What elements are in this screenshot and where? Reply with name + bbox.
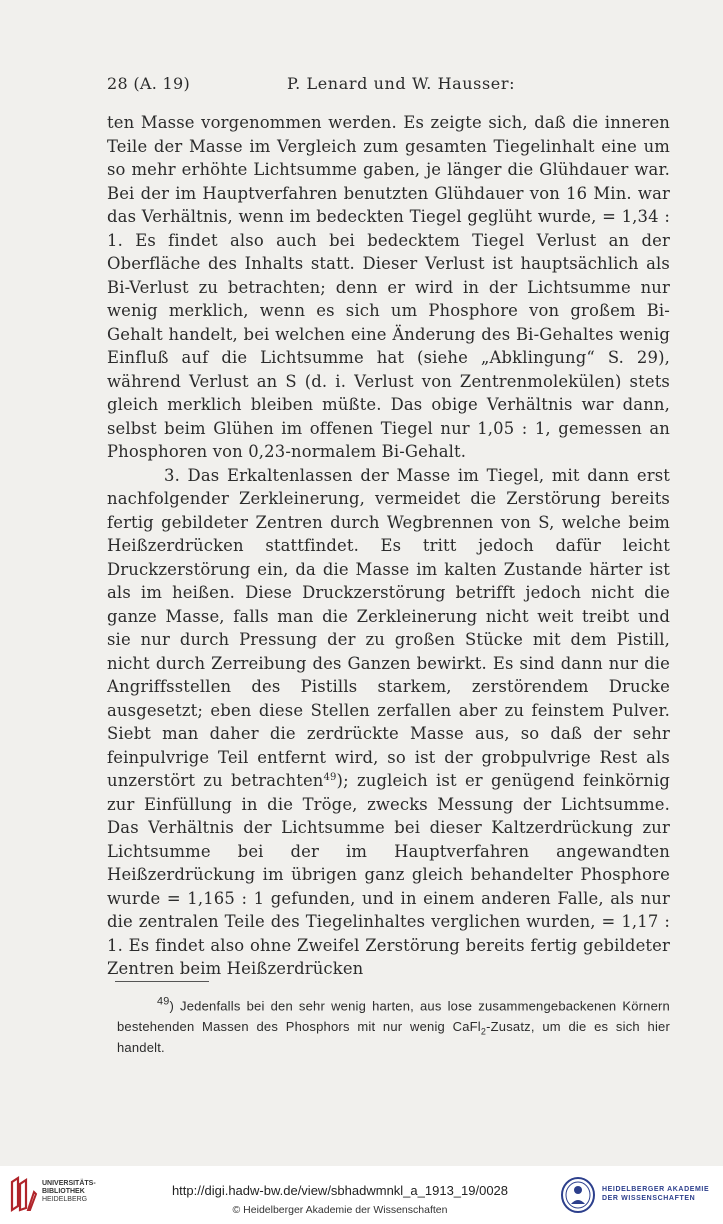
body-text <box>107 111 670 981</box>
university-library-logo-icon <box>8 1174 40 1214</box>
permalink[interactable]: http://digi.hadw-bw.de/view/sbhadwmnkl_a_1913_19/0028 <box>171 1183 509 1198</box>
header-authors: P. Lenard und W. Hausser: <box>287 74 516 93</box>
paragraph-3-text-continued: ); zugleich ist er genügend feinkörnig zur Einfüllung in die Tröge, zwecks Messung der Lichtsumme. Das Verhältnis der Lichtsumme bei dieser Kaltzerdrückung zur Lichtsumme bei der im Hauptverfahren angewandten Heißzerdrückung im übrigen ganz gleich behandelter Phosphore wurde = 1,165 : 1 gefunden, und in einem anderen Falle, als nur die zentralen Teile des Tiegelinhaltes verglichen wurden, = 1,17 : 1. Es findet also ohne Zweifel Zerstörung bereits fertig gebildeter Zentren beim Heißzerdrücken <box>107 771 670 978</box>
academy-seal-icon <box>560 1176 596 1214</box>
copyright-notice: © Heidelberger Akademie der Wissenschaften <box>232 1204 448 1216</box>
footnote <box>117 992 670 1058</box>
footnote-reference: 49 <box>323 772 337 783</box>
footnote-text-end: -Zusatz, um die es sich hier handelt. <box>117 1019 671 1056</box>
running-header <box>107 72 669 96</box>
footnote-subscript: 2 <box>480 1026 487 1037</box>
footnote-divider <box>115 981 209 982</box>
footnote-number: 49 <box>157 996 170 1008</box>
paragraph-3 <box>107 464 670 981</box>
paragraph-3-text: 3. Das Erkaltenlassen der Masse im Tiegel, mit dann erst nachfolgender Zerkleinerung, vermeidet die Zerstörung bereits fertig gebildeter Zentren durch Wegbrennen von S, welche beim Heißzerdrücken stattfindet. Es tritt jedoch dafür leicht Druckzerstörung ein, da die Masse im kalten Zustande härter ist als im heißen. Diese Druckzerstörung betrifft jedoch nicht die ganze Masse, falls man die Zerkleinerung nicht weit treibt und sie nur durch Pressung der zu großen Stücke mit dem Pistill, nicht durch Zerreibung des Ganzen bewirkt. Es sind dann nur die Angriffsstellen des Pistills starkem, zerstörendem Drucke ausgesetzt; eben diese Stellen zerfallen aber zu feinstem Pulver. Siebt man daher die zerdrückte Masse aus, so daß der sehr feinpulvrige Teil entfernt wird, so ist der grobpulvrige Rest als unzerstört zu betrachten <box>107 465 670 790</box>
university-library-name: UNIVERSITÄTS- BIBLIOTHEK HEIDELBERG <box>42 1180 96 1203</box>
footnote-text: ) Jedenfalls bei den sehr wenig harten, aus lose zusammengebackenen Körnern bestehenden Massen des Phosphors mit nur wenig CaFl <box>117 998 670 1035</box>
footer-bar <box>0 1166 723 1224</box>
page-number: 28 (A. 19) <box>107 74 191 93</box>
paragraph-continued: ten Masse vorgenommen werden. Es zeigte sich, daß die inneren Teile der Masse im Vergleich zum gesamten Tiegelinhalt eine um so mehr erhöhte Lichtsumme gaben, je länger die Glühdauer war. Bei der im Hauptverfahren benutzten Glühdauer von 16 Min. war das Verhältnis, wenn im bedeckten Tiegel geglüht wurde, = 1,34 : 1. Es findet also auch bei bedecktem Tiegel Verlust an der Oberfläche des Inhalts statt. Dieser Verlust ist hauptsächlich als Bi-Verlust zu betrachten; denn er wird in der Lichtsumme nur wenig merklich, wenn es sich um Phosphore von großem Bi-Gehalt handelt, bei welchen eine Änderung des Bi-Gehaltes wenig Einfluß auf die Lichtsumme hat (siehe „Abklingung“ S. 29), während Verlust an S (d. i. Verlust von Zentrenmolekülen) stets gleich merklich bleiben müßte. Das obige Verhältnis war dann, selbst beim Glühen im offenen Tiegel nur 1,05 : 1, gemessen an Phosphoren von 0,23-normalem Bi-Gehalt. <box>107 113 670 461</box>
academy-name: HEIDELBERGER AKADEMIE DER WISSENSCHAFTEN <box>602 1186 710 1202</box>
